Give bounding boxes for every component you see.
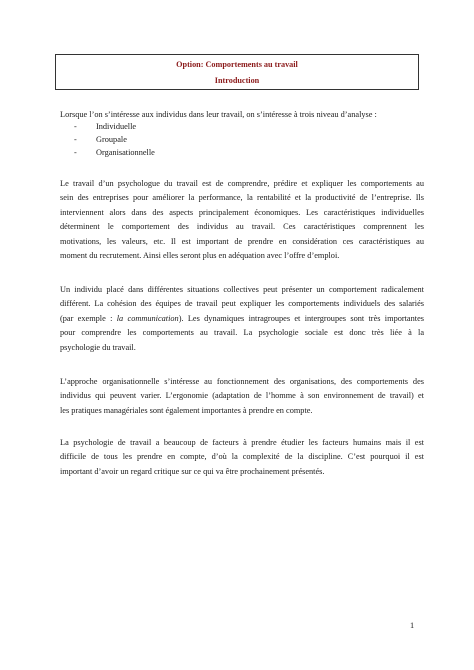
paragraph-line: L’approche organisationnelle s’intéresse au fonctionnement des organisations, des comportements des bbox=[60, 377, 424, 386]
list-item-label: Groupale bbox=[96, 135, 127, 144]
italic-example: la communication bbox=[116, 313, 179, 323]
paragraph-line: différent. La cohésion des équipes de travail peut expliquer les comportements individuels des salariés bbox=[60, 299, 424, 309]
list-item-label: Individuelle bbox=[96, 122, 137, 131]
list-item bbox=[74, 146, 155, 159]
paragraph-line: Le travail d’un psychologue du travail est de comprendre, prédire et expliquer les comportements au bbox=[60, 179, 424, 188]
paragraph-line: important d’avoir un regard critique sur ce qui va être prochainement présentés. bbox=[60, 466, 325, 476]
paragraph-line: Un individu placé dans différentes situations collectives peut présenter un comportement radicalement bbox=[60, 285, 424, 294]
bullet-dash: - bbox=[74, 148, 77, 157]
paragraph-line: sein des entreprises pour améliorer la performance, la rentabilité et la productivité de l’entreprise. Ils bbox=[60, 193, 424, 203]
text-segment: ). Les dynamiques intragroupes et intergroupes sont très importantes bbox=[178, 313, 424, 323]
paragraph-collective-situations bbox=[60, 283, 424, 355]
paragraph-line: psychologie du travail. bbox=[60, 342, 136, 352]
paragraph-line: difficile de tous les prendre en compte, d’où la complexité de la discipline. C’est pourquoi il est bbox=[60, 452, 424, 462]
option-title: Option: Comportements au travail bbox=[176, 60, 298, 69]
list-item bbox=[74, 120, 155, 133]
title-box bbox=[55, 54, 419, 90]
list-item bbox=[74, 133, 155, 146]
paragraph-line bbox=[60, 312, 424, 326]
paragraph-line: déterminent le comportement des individus au travail. Ces caractéristiques comprennent les bbox=[60, 222, 424, 232]
page-number: 1 bbox=[410, 621, 415, 630]
intro-sentence: Lorsque l’on s’intéresse aux individus dans leur travail, on s’intéresse à trois niveau d’analyse : bbox=[60, 110, 377, 119]
paragraph-psychologist-role bbox=[60, 177, 424, 263]
paragraph-line: les pratiques managériales sont également importantes à prendre en compte. bbox=[60, 405, 313, 415]
paragraph-line: individus qui peuvent varier. L’ergonomie (adaptation de l’homme à son environnement de travail) et bbox=[60, 391, 424, 401]
bullet-dash: - bbox=[74, 122, 77, 131]
introduction-heading: Introduction bbox=[214, 76, 260, 85]
paragraph-human-factors bbox=[60, 436, 424, 479]
paragraph-line: moment du recrutement. Ainsi elles seront plus en adéquation avec l’offre d’emploi. bbox=[60, 251, 340, 261]
text-segment: (par exemple : bbox=[60, 313, 117, 323]
bullet-dash: - bbox=[74, 135, 77, 144]
analysis-levels-list bbox=[74, 120, 155, 159]
paragraph-organisational-approach bbox=[60, 375, 424, 418]
paragraph-line: pour comprendre les comportements au travail. La psychologie sociale est donc très liée à la bbox=[60, 328, 424, 338]
paragraph-line: motivations, les valeurs, etc. Il est important de prendre en considération ces caractéristiques au bbox=[60, 236, 424, 246]
paragraph-line: interviennent alors dans des aspects principalement économiques. Les caractéristiques individuelles bbox=[60, 207, 424, 217]
paragraph-line: La psychologie de travail a beaucoup de facteurs à prendre étudier les facteurs humains mais il est bbox=[60, 438, 424, 447]
list-item-label: Organisationnelle bbox=[96, 148, 155, 157]
